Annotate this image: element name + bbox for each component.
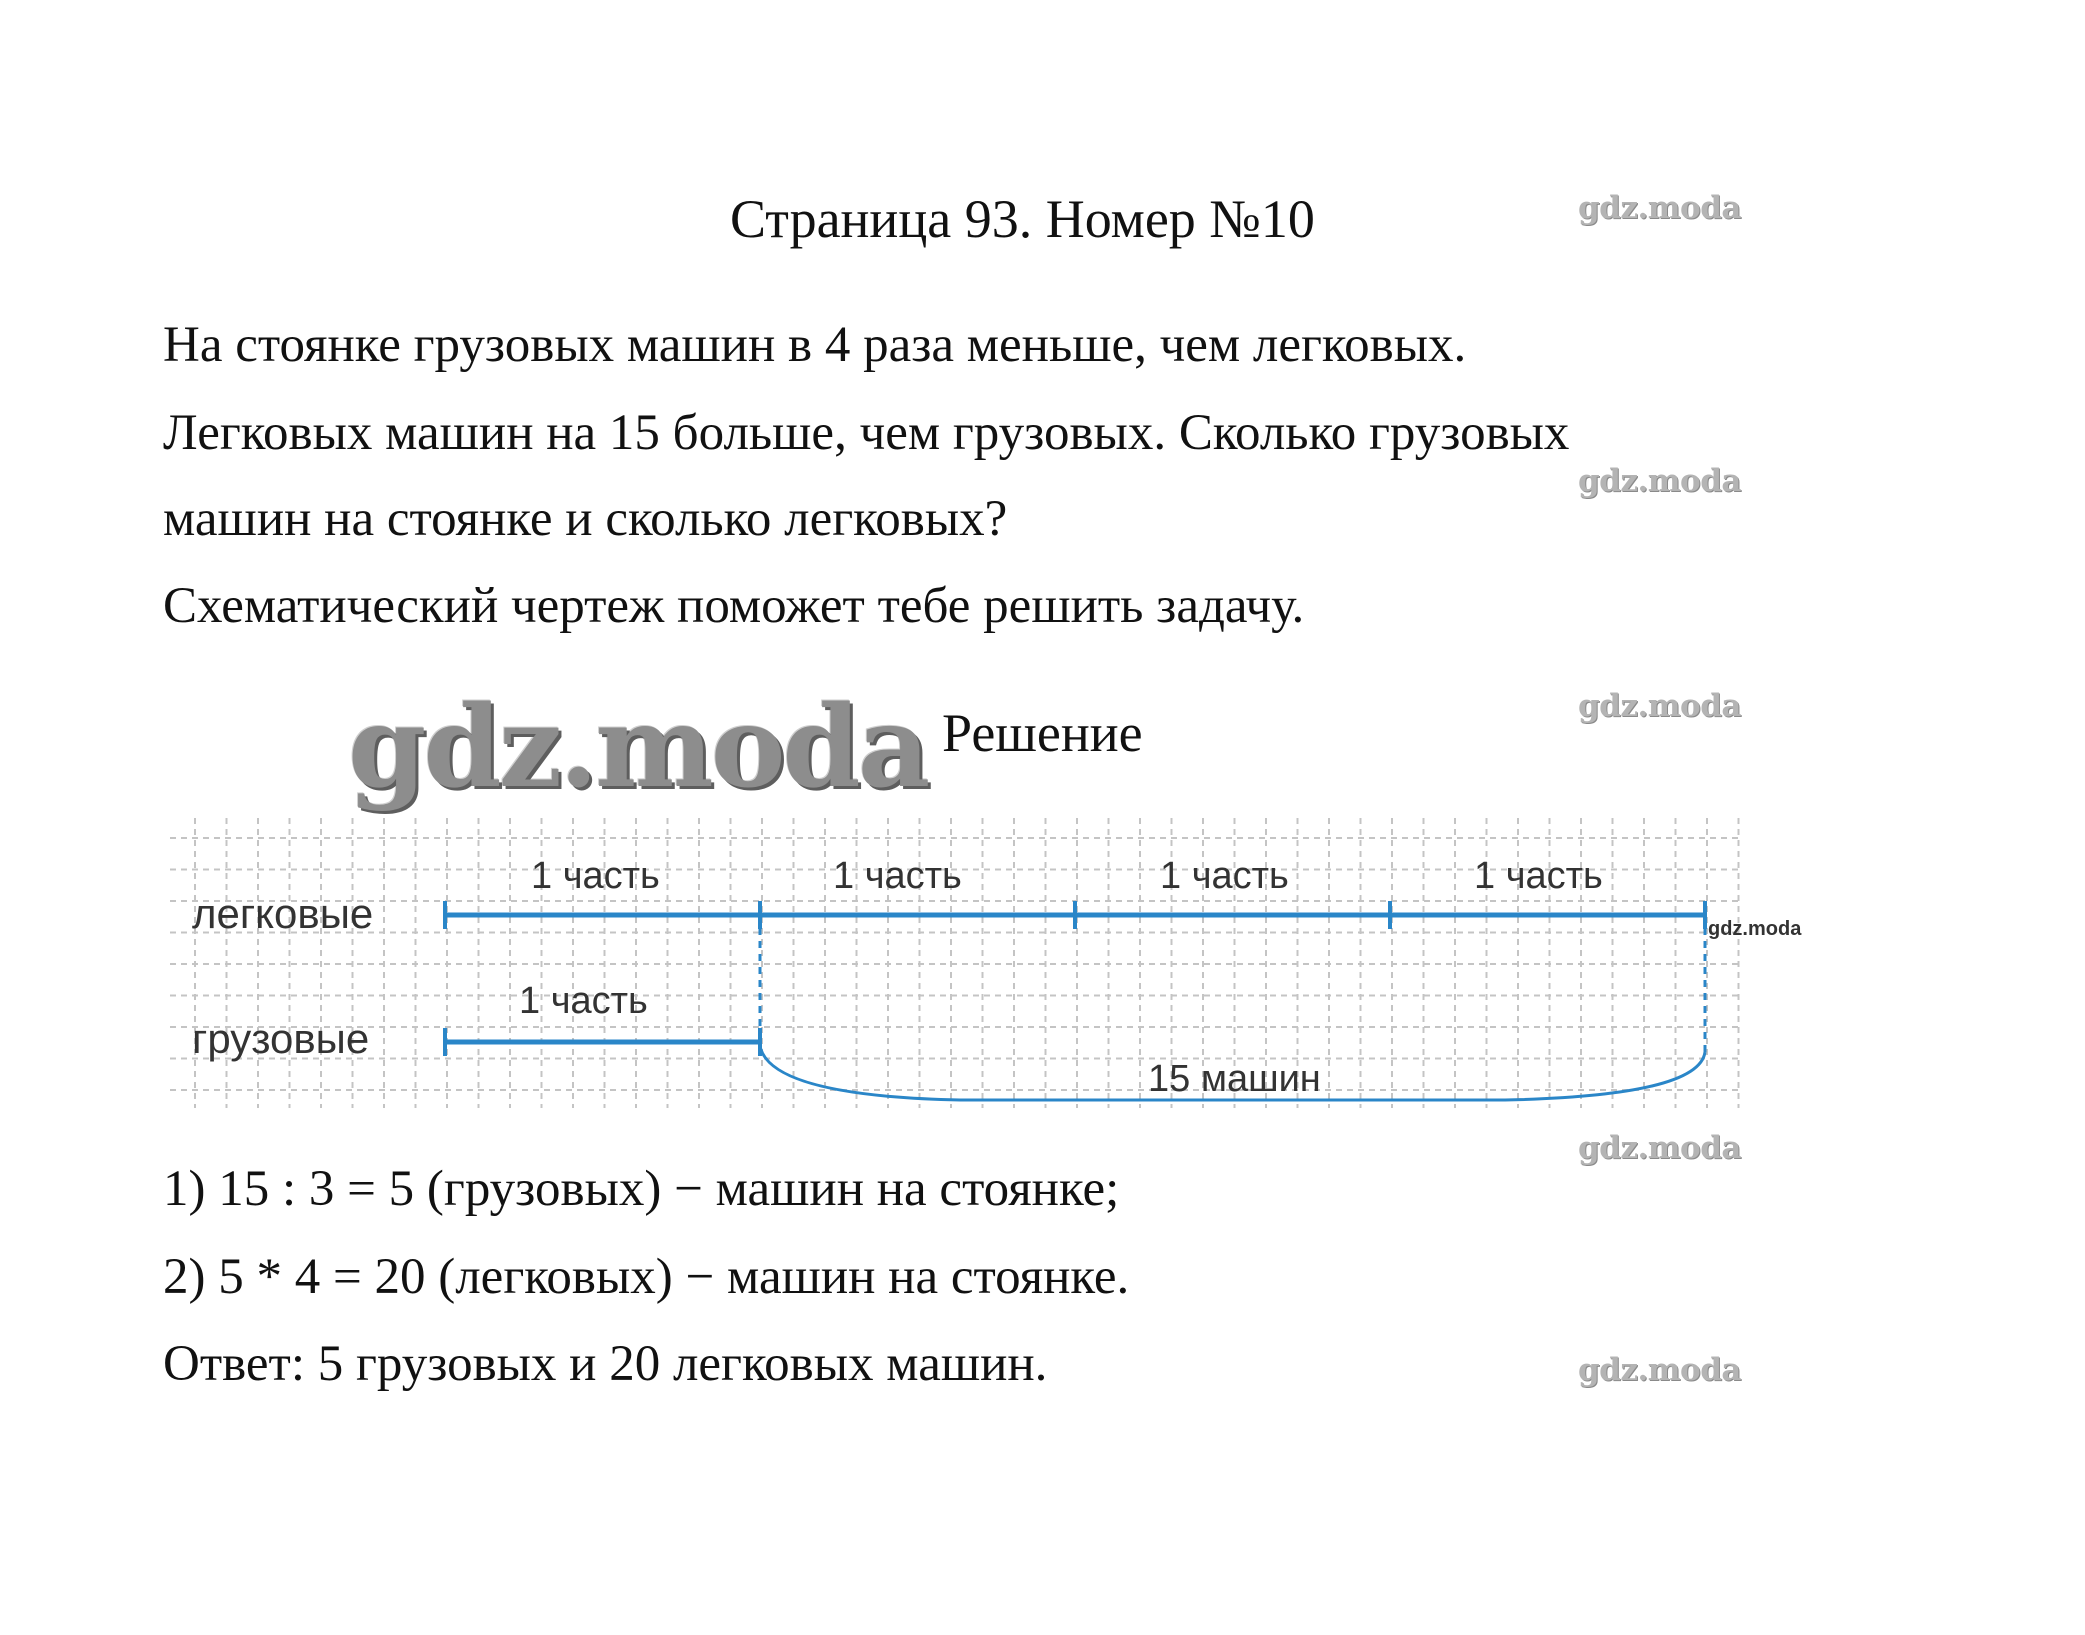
part-label: 1 часть <box>833 855 962 897</box>
solution-heading: Решение <box>942 703 1143 763</box>
problem-line: На стоянке грузовых машин в 4 раза меньше, чем легковых. <box>163 317 1467 373</box>
difference-label: 15 машин <box>1148 1058 1321 1100</box>
part-label: 1 часть <box>1474 855 1603 897</box>
page-title: Страница 93. Номер №10 <box>730 189 1315 249</box>
watermark-logo: gdz.moda <box>1708 918 1802 940</box>
solution-step: 2) 5 * 4 = 20 (легковых) − машин на стоянке. <box>163 1249 1130 1305</box>
solution-step: 1) 15 : 3 = 5 (грузовых) − машин на стоянке; <box>163 1161 1120 1217</box>
part-label: 1 часть <box>1160 855 1289 897</box>
watermark-logo: gdz.moda <box>1578 190 1741 226</box>
watermark-logo: gdz.moda <box>1578 463 1741 499</box>
problem-line: Легковых машин на 15 больше, чем грузовых. Сколько грузовых <box>163 405 1570 461</box>
problem-line: Схематический чертеж поможет тебе решить задачу. <box>163 578 1305 634</box>
watermark-logo: gdz.moda <box>1578 1352 1741 1388</box>
part-label-trucks: 1 часть <box>519 980 648 1022</box>
watermark-logo: gdz.moda <box>1578 1130 1741 1166</box>
watermark-logo-large: gdz.moda <box>348 682 928 813</box>
problem-line: машин на стоянке и сколько легковых? <box>163 491 1008 547</box>
row-label-cars: легковые <box>192 890 374 937</box>
segment-diagram <box>160 808 1802 1120</box>
answer-line: Ответ: 5 грузовых и 20 легковых машин. <box>163 1336 1048 1392</box>
watermark-logo: gdz.moda <box>1578 688 1741 724</box>
row-label-trucks: грузовые <box>192 1015 370 1062</box>
part-label: 1 часть <box>531 855 660 897</box>
